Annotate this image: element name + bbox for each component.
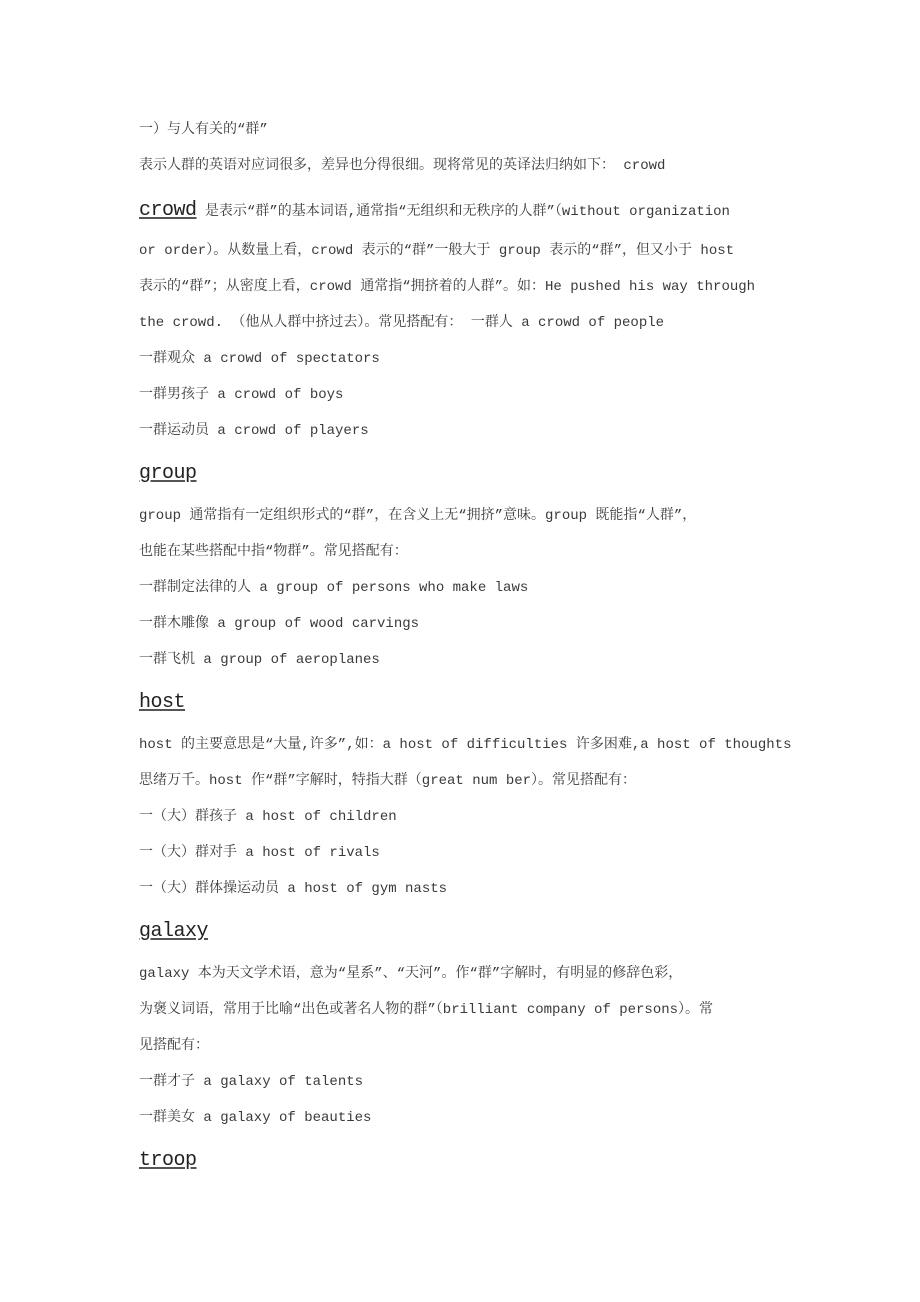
group-example: 一群制定法律的人 a group of persons who make laws: [139, 580, 529, 596]
heading-host: host: [139, 691, 186, 714]
heading-troop: troop: [139, 1149, 197, 1172]
crowd-definition-text: 是表示“群”的基本词语,通常指“无组织和无秩序的人群”（without organization: [204, 204, 730, 220]
crowd-paragraph-line-2: or order）。从数量上看，crowd 表示的“群”一般大于 group 表示的“群”，但又小于 host: [139, 243, 735, 259]
galaxy-paragraph-line-1: galaxy 本为天文学术语，意为“星系”、“天河”。作“群”字解时，有明显的修辞色彩，: [139, 966, 683, 982]
host-example: 一（大）群对手 a host of rivals: [139, 845, 380, 861]
galaxy-example: 一群才子 a galaxy of talents: [139, 1074, 364, 1090]
host-example: 一（大）群孩子 a host of children: [139, 809, 397, 825]
group-example: 一群飞机 a group of aeroplanes: [139, 652, 380, 668]
host-paragraph-line-2: 思绪万千。host 作“群”字解时，特指大群（great num ber）。常见搭配有：: [139, 773, 637, 789]
group-example: 一群木雕像 a group of wood carvings: [139, 616, 420, 632]
group-paragraph-line-1: group 通常指有一定组织形式的“群”，在含义上无“拥挤”意味。group 既能指“人群”，: [139, 508, 697, 524]
galaxy-example: 一群美女 a galaxy of beauties: [139, 1110, 372, 1126]
galaxy-paragraph-line-2: 为褒义词语，常用于比喻“出色或著名人物的群”（brilliant company of persons）。常: [139, 1002, 714, 1018]
crowd-example: 一群男孩子 a crowd of boys: [139, 387, 344, 403]
heading-group: group: [139, 462, 197, 485]
heading-galaxy: galaxy: [139, 920, 209, 943]
crowd-example: 一群观众 a crowd of spectators: [139, 351, 380, 367]
crowd-example: 一群运动员 a crowd of players: [139, 423, 369, 439]
group-paragraph-line-2: 也能在某些搭配中指“物群”。常见搭配有：: [139, 544, 408, 560]
host-paragraph-line-1: host 的主要意思是“大量,许多”,如：a host of difficulties 许多困难,a host of thoughts: [139, 737, 792, 753]
section-title: 一）与人有关的“群”: [139, 122, 268, 138]
crowd-paragraph-line-1: [139, 199, 730, 223]
galaxy-paragraph-line-3: 见搭配有：: [139, 1038, 209, 1054]
heading-crowd: crowd: [139, 199, 197, 222]
host-example: 一（大）群体操运动员 a host of gym nasts: [139, 881, 448, 897]
intro-paragraph: 表示人群的英语对应词很多，差异也分得很细。现将常见的英译法归纳如下： crowd: [139, 158, 666, 174]
crowd-paragraph-line-3: 表示的“群”；从密度上看，crowd 通常指“拥挤着的人群”。如：He pushed his way through: [139, 279, 756, 295]
crowd-paragraph-line-4: the crowd. （他从人群中挤过去）。常见搭配有： 一群人 a crowd of people: [139, 315, 665, 331]
